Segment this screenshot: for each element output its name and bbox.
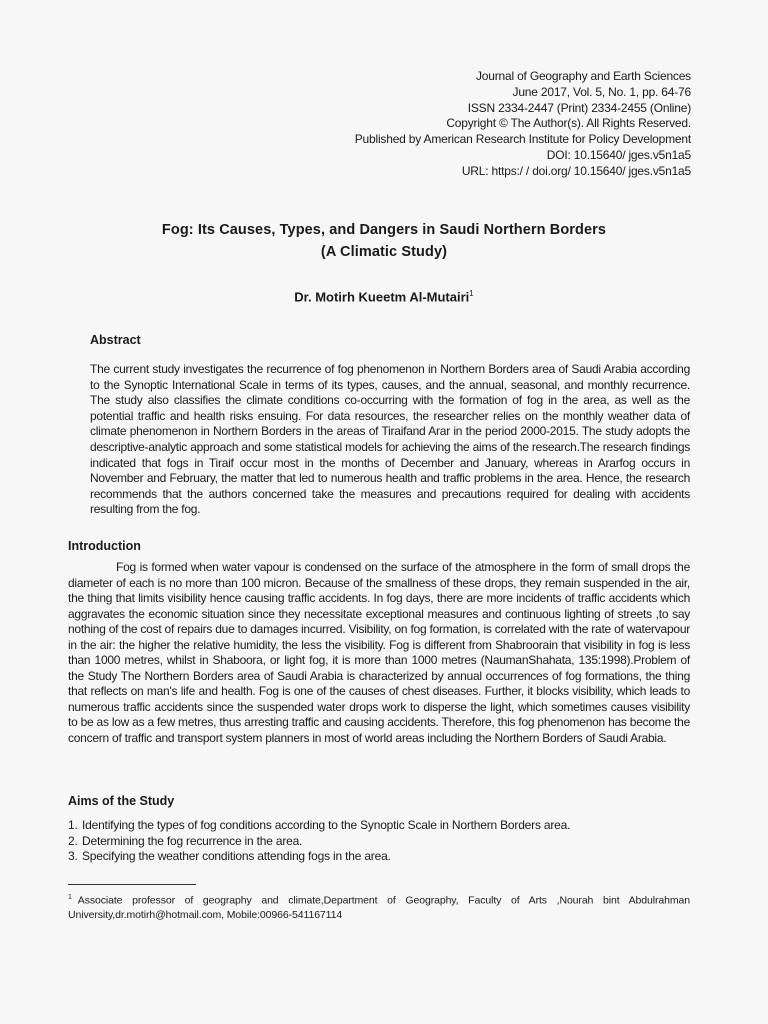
journal-header xyxy=(355,69,691,180)
aims-item-text: Specifying the weather conditions attending fogs in the area. xyxy=(82,849,391,864)
introduction-text: Fog is formed when water vapour is condensed on the surface of the atmosphere in the form of small drops the diameter of each is no more than 100 micron. Because of the smallness of these drops, they remain suspended in the air, the thing that limits visibility hence causing traffic accidents. In fog days, there are more incidents of traffic accidents which aggravates the economic situation since they necessitate exceptional measures and continuous lighting of streets ,to say nothing of the cost of repairs due to damages incurred. Visibility, on fog formation, is correlated with the rate of watervapour in the air: the higher the relative humidity, the less the visibility. Fog is different from Shabroorain that visibility in fog is less than 1000 metres, whilst in Shaboora, or light fog, it is more than 1000 metres (NaumanShahata, 135:1998).Problem of the Study The Northern Borders area of Saudi Arabia is characterized by annual occurrences of fog formations, the thing that reflects on man's life and health. Fog is one of the causes of chest diseases. Further, it blocks visibility, which leads to numerous traffic accidents since the suspended water drops work to disperse the light, which sometimes causes visibility to be as low as a few metres, thus arresting traffic and causing accidents. Therefore, this fog phenomenon has become the concern of traffic and transport system planners in most of world areas including the Northern Borders of Saudi Arabia. xyxy=(68,560,690,746)
aims-heading: Aims of the Study xyxy=(68,794,175,808)
aims-list-item xyxy=(68,849,690,865)
aims-item-number: 3. xyxy=(68,849,78,864)
footnote-mark: 1 xyxy=(68,894,72,901)
abstract-text: The current study investigates the recurrence of fog phenomenon in Northern Borders area of Saudi Arabia according to the Synoptic International Scale in terms of its types, causes, and the annual, seasonal, and monthly recurrence. The study also classifies the climate conditions co-occurring with the formation of fog in the area, as well as the potential traffic and health risks ensuing. For data resources, the researcher relies on the monthly weather data of climate phenomenon in Northern Borders in the areas of Tiraifand Arar in the period 2000-2015. The study adopts the descriptive-analytic approach and some statistical models for achieving the aims of the research.The research findings indicated that fogs in Tiraif occur most in the months of December and January, whereas in Ararfog occurs in November and February, the matter that led to numerous health and traffic problems in the area. Hence, the research recommends that the authors concerned take the measures and precautions required for dealing with accidents resulting from the fog. xyxy=(90,362,690,517)
aims-list-item xyxy=(68,834,690,850)
aims-item-text: Determining the fog recurrence in the area. xyxy=(82,833,303,848)
aims-item-number: 2. xyxy=(68,833,78,848)
doi-line: DOI: 10.15640/ jges.v5n1a5 xyxy=(546,147,691,162)
journal-issue: June 2017, Vol. 5, No. 1, pp. 64-76 xyxy=(512,84,691,99)
abstract-heading: Abstract xyxy=(90,333,141,347)
aims-item-number: 1. xyxy=(68,818,78,832)
aims-list-item xyxy=(68,818,690,834)
aims-item-text: Identifying the types of fog conditions according to the Synoptic Scale in Northern Borders area. xyxy=(82,818,571,832)
aims-list xyxy=(68,818,690,865)
journal-issn: ISSN 2334-2447 (Print) 2334-2455 (Online) xyxy=(467,100,691,115)
copyright-line: Copyright © The Author(s). All Rights Reserved. xyxy=(446,116,691,131)
title-line-2: (A Climatic Study) xyxy=(320,244,448,260)
footnote-divider xyxy=(68,884,196,885)
author-footnote-mark: 1 xyxy=(469,289,474,298)
title-line-1: Fog: Its Causes, Types, and Dangers in Saudi Northern Borders xyxy=(161,222,607,238)
publisher-line: Published by American Research Institute for Policy Development xyxy=(354,132,691,147)
paper-title xyxy=(0,219,768,263)
url-line: URL: https:/ / doi.org/ 10.15640/ jges.v5n1a5 xyxy=(461,163,691,178)
author-name: Dr. Motirh Kueetm Al-Mutairi xyxy=(294,289,470,305)
journal-name: Journal of Geography and Earth Sciences xyxy=(475,69,691,83)
author-line xyxy=(0,289,768,304)
introduction-heading: Introduction xyxy=(68,539,141,553)
footnote xyxy=(68,891,690,922)
footnote-text: Associate professor of geography and climate,Department of Geography, Faculty of Arts ,Nourah bint Abdulrahman University,dr.motirh@hotmail.com, Mobile:00966-541167114 xyxy=(68,894,690,921)
